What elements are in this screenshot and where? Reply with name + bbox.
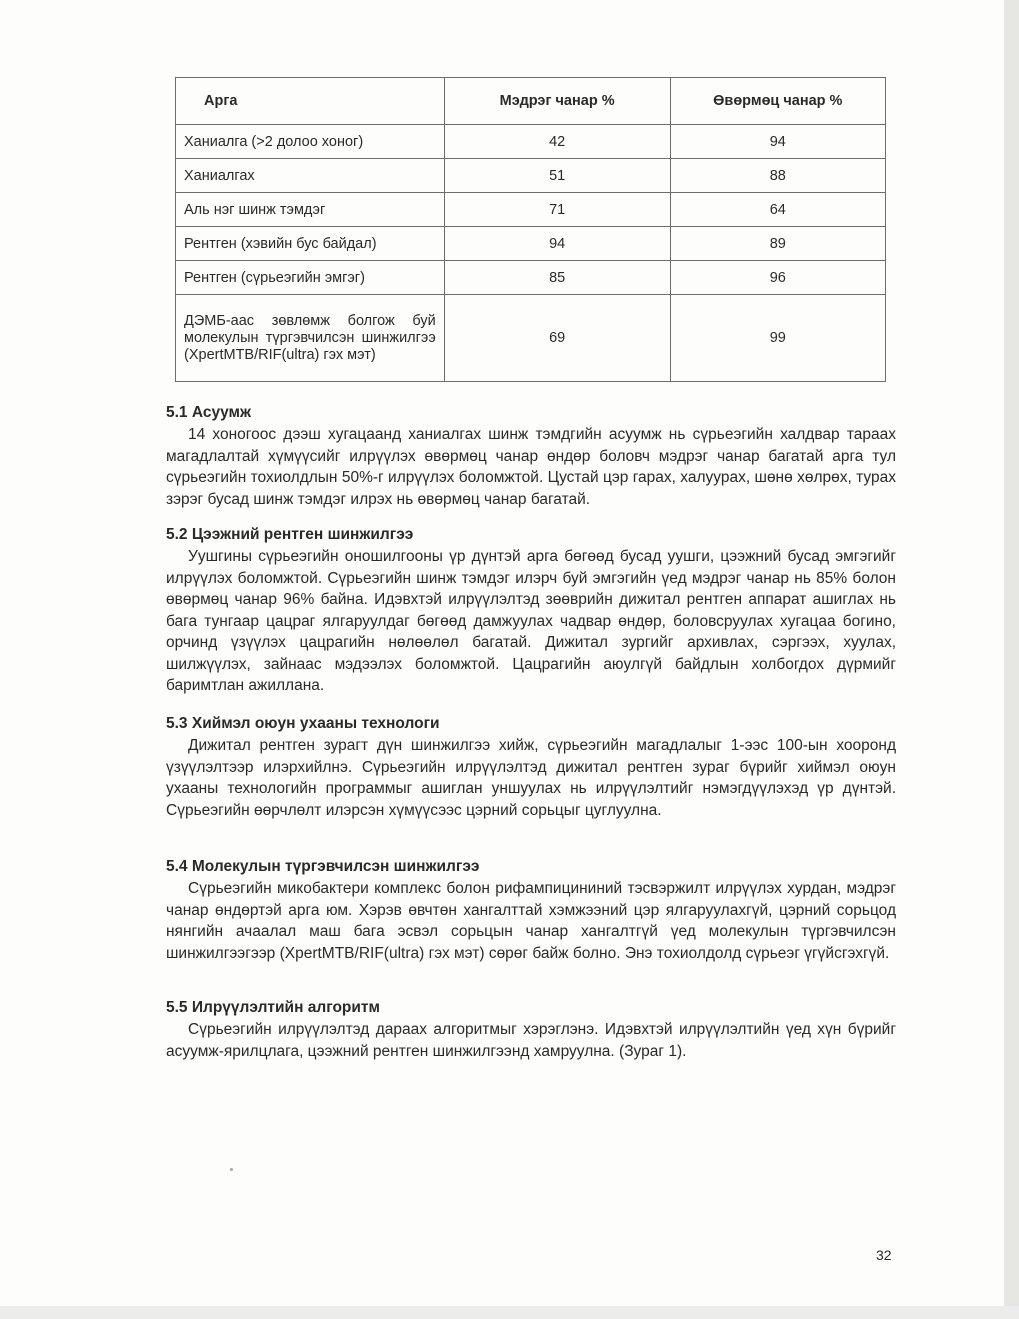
section-body: Дижитал рентген зурагт дүн шинжилгээ хийж, сүрьеэгийн магадлалыг 1-ээс 100-ын хооронд үзүүлэлтээр илэрхийлнэ. Сүрьеэгийн илрүүлэлтэд дижитал рентген зураг бүрийг хиймэл оюун ухааны технологийн программыг ашиглан уншуулах нь илрүүлэлтийг нэмэгдүүлэхэд үр дүнтэй. Сүрьеэгийн өөрчлөлт илэрсэн хүмүүсээс цэрний сорьцыг цуглуулна. bbox=[166, 737, 896, 819]
section-heading: 5.5 Илрүүлэлтийн алгоритм bbox=[166, 999, 380, 1016]
header-method: Арга bbox=[176, 78, 445, 125]
method-cell: Рентген (хэвийн бус байдал) bbox=[176, 227, 445, 261]
section-heading: 5.1 Асуумж bbox=[166, 404, 251, 421]
specificity-cell: 94 bbox=[670, 125, 885, 159]
specificity-cell: 64 bbox=[670, 193, 885, 227]
page-number: 32 bbox=[876, 1247, 892, 1263]
sensitivity-cell: 51 bbox=[444, 159, 670, 193]
section-5-1 bbox=[166, 402, 896, 510]
method-cell: Ханиалгах bbox=[176, 159, 445, 193]
section-body: Уушгины сүрьеэгийн оношилгооны үр дүнтэй арга бөгөөд бусад уушги, цээжний бусад эмгэгийг илрүүлэх боломжтой. Сүрьеэгийн шинж тэмдэг илэрч буй эмгэгийн үед мэдрэг чанар нь 85% болон өвөрмөц чанар 96% байна. Идэвхтэй илрүүлэлтэд зөөврийн дижитал рентген аппарат ашиглах нь бага тунгаар цацраг ялгаруулдаг бөгөөд дамжуулах чадвар өндөр, боловсруулах хугацаа богино, орчинд үзүүлэх цацрагийн нөлөөлөл багатай. Дижитал зургийг архивлах, сэргээх, хуулах, шилжүүлэх, зайнаас мэдээлэх боломжтой. Цацрагийн аюулгүй байдлын холбогдох дүрмийг баримтлан ажиллана. bbox=[166, 548, 896, 694]
scan-page-bottom bbox=[0, 1306, 1019, 1319]
sensitivity-cell: 42 bbox=[444, 125, 670, 159]
table-row bbox=[176, 261, 886, 295]
section-heading: 5.4 Молекулын түргэвчилсэн шинжилгээ bbox=[166, 858, 480, 875]
table-row bbox=[176, 159, 886, 193]
method-cell: Ханиалга (>2 долоо хоног) bbox=[176, 125, 445, 159]
section-5-3 bbox=[166, 713, 896, 821]
method-cell: Аль нэг шинж тэмдэг bbox=[176, 193, 445, 227]
sensitivity-cell: 94 bbox=[444, 227, 670, 261]
header-specificity: Өвөрмөц чанар % bbox=[670, 78, 885, 125]
section-5-5 bbox=[166, 997, 896, 1062]
header-sensitivity: Мэдрэг чанар % bbox=[444, 78, 670, 125]
section-body: 14 хоногоос дээш хугацаанд ханиалгах шинж тэмдгийн асуумж нь сүрьеэгийн халдвар тараах магадлалтай хүмүүсийг илрүүлэх өвөрмөц чанар өндөр боловч мэдрэг чанар багатай арга тул сүрьеэгийн тохиолдлын 50%-г илрүүлэх боломжтой. Цустай цэр гарах, халуурах, шөнө хөлрөх, турах зэрэг бусад шинж тэмдэг илрэх нь өвөрмөц чанар багатай. bbox=[166, 426, 896, 508]
table-row bbox=[176, 125, 886, 159]
sensitivity-cell: 85 bbox=[444, 261, 670, 295]
table-row bbox=[176, 227, 886, 261]
sensitivity-cell: 69 bbox=[444, 295, 670, 382]
specificity-cell: 99 bbox=[670, 295, 885, 382]
section-body: Сүрьеэгийн микобактери комплекс болон рифампицининий тэсвэржилт илрүүлэх хурдан, мэдрэг чанар өндөртэй арга юм. Хэрэв өвчтөн хангалттай хэмжээний цэр ялгаруулахгүй, цэрний сорьцод нянгийн ачаалал маш бага эсвэл сорьцын чанар хангалтгүй үед молекулын түргэвчилсэн шинжилгээгээр (XpertMTB/RIF(ultra) гэх мэт) сөрөг байж болно. Энэ тохиолдолд сүрьеэг үгүйсгэхгүй. bbox=[166, 880, 896, 962]
table-row bbox=[176, 193, 886, 227]
table-row bbox=[176, 295, 886, 382]
table-header-row bbox=[176, 78, 886, 125]
scan-page-edge bbox=[1004, 0, 1019, 1319]
sensitivity-cell: 71 bbox=[444, 193, 670, 227]
method-cell: Рентген (сүрьеэгийн эмгэг) bbox=[176, 261, 445, 295]
scan-speck bbox=[230, 1168, 233, 1171]
specificity-cell: 88 bbox=[670, 159, 885, 193]
section-heading: 5.3 Хиймэл оюун ухааны технологи bbox=[166, 715, 440, 732]
method-cell: ДЭМБ-аас зөвлөмж болгож буй молекулын түргэвчилсэн шинжилгээ (XpertMTB/RIF(ultra) гэх мэт) bbox=[176, 295, 445, 382]
specificity-cell: 96 bbox=[670, 261, 885, 295]
section-5-4 bbox=[166, 856, 896, 964]
section-5-2 bbox=[166, 524, 896, 697]
section-heading: 5.2 Цээжний рентген шинжилгээ bbox=[166, 526, 414, 543]
specificity-cell: 89 bbox=[670, 227, 885, 261]
methods-table bbox=[175, 77, 886, 382]
section-body: Сүрьеэгийн илрүүлэлтэд дараах алгоритмыг хэрэглэнэ. Идэвхтэй илрүүлэлтийн үед хүн бүрийг асуумж-ярилцлага, цээжний рентген шинжилгээнд хамруулна. (Зураг 1). bbox=[166, 1021, 896, 1060]
